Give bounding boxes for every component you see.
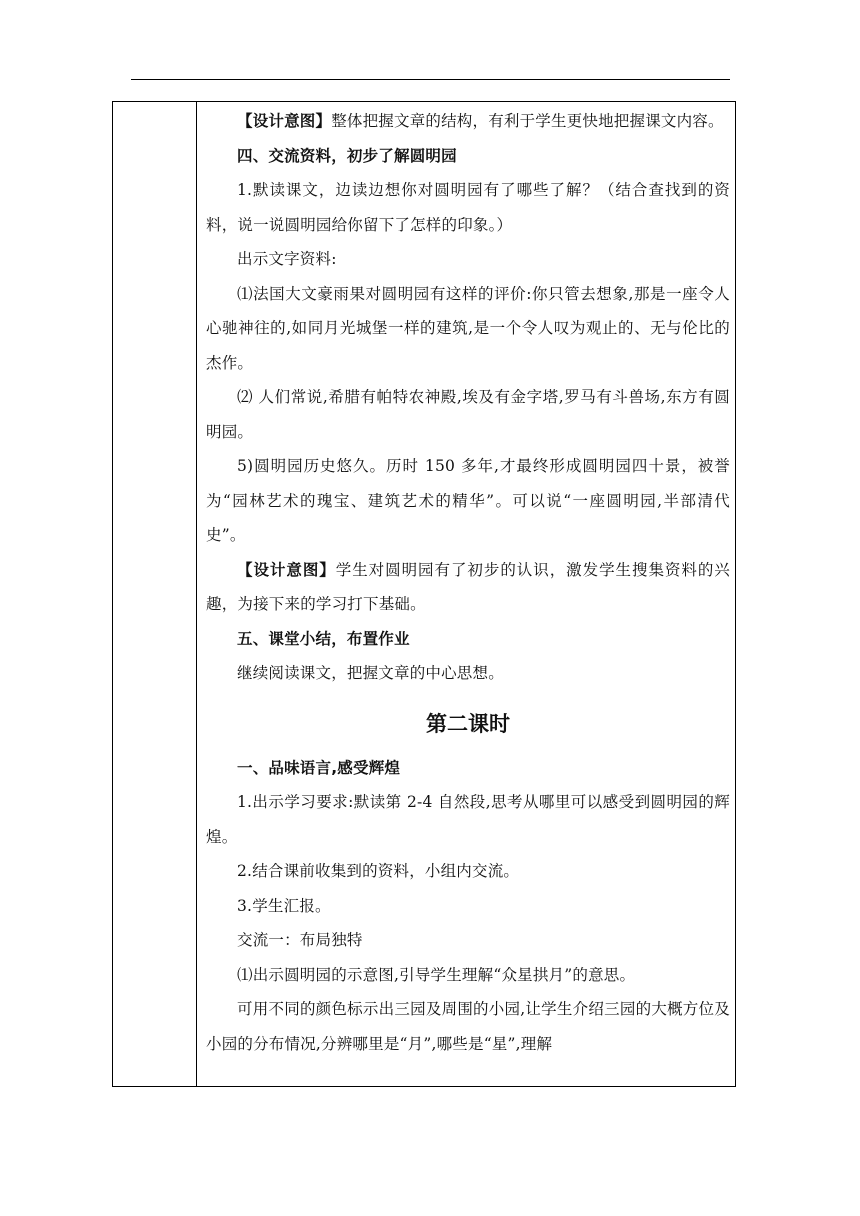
design-intent-text-2: 学生对圆明园有了初步的认识，激发学生搜集资料的兴趣，为接下来的学习打下基础。 xyxy=(206,560,730,613)
step-paragraph: 1.默读课文，边读边想你对圆明园有了哪些了解？（结合查找到的资料，说一说圆明园给你留下了怎样的印象。） xyxy=(206,181,730,234)
section-heading-summary: 五、课堂小结，布置作业 xyxy=(237,629,410,648)
design-intent-paragraph xyxy=(206,104,730,139)
design-intent-label-2: 【设计意图】 xyxy=(237,560,336,579)
lesson-content-cell xyxy=(206,104,730,1061)
point-map: ⑴出示圆明园的示意图,引导学生理解“众星拱月”的意思。 xyxy=(237,965,636,984)
quote-hugo: ⑴法国大文豪雨果对圆明园有这样的评价:你只管去想象,那是一座令人心驰神往的,如同月光城堡一样的建筑,是一个令人叹为观止的、无与伦比的杰作。 xyxy=(206,284,730,372)
point-detail: 可用不同的颜色标示出三园及周围的小园,让学生介绍三园的大概方位及小园的分布情况,分辨哪里是“月”,哪些是“星”,理解 xyxy=(206,1000,730,1053)
header-rule xyxy=(131,79,730,80)
show-material-label: 出示文字资料: xyxy=(237,250,337,268)
quote-history: 5)圆明园历史悠久。历时 150 多年,才最终形成圆明园四十景，被誉为“园林艺术的瑰宝、建筑艺术的精华”。可以说“一座圆明园,半部清代史”。 xyxy=(206,457,730,544)
step-report: 3.学生汇报。 xyxy=(237,896,331,915)
homework-paragraph: 继续阅读课文，把握文章的中心思想。 xyxy=(237,664,504,682)
step-discussion: 2.结合课前收集到的资料，小组内交流。 xyxy=(237,862,520,880)
section-heading-language: 一、品味语言,感受辉煌 xyxy=(237,758,401,777)
step-requirement: 1.出示学习要求:默读第 2-4 自然段,思考从哪里可以感受到圆明园的辉煌。 xyxy=(206,793,730,846)
lesson-title: 第二课时 xyxy=(426,711,510,736)
design-intent-text: 整体把握文章的结构，有利于学生更快地把握课文内容。 xyxy=(331,112,724,130)
design-intent-label: 【设计意图】 xyxy=(237,112,332,130)
exchange-heading: 交流一：布局独特 xyxy=(237,931,363,949)
quote-wonders: ⑵ 人们常说,希腊有帕特农神殿,埃及有金字塔,罗马有斗兽场,东方有圆明园。 xyxy=(206,388,730,441)
section-heading: 四、交流资料，初步了解圆明园 xyxy=(237,146,457,165)
column-divider xyxy=(196,101,197,1087)
design-intent-paragraph-2 xyxy=(206,553,730,622)
